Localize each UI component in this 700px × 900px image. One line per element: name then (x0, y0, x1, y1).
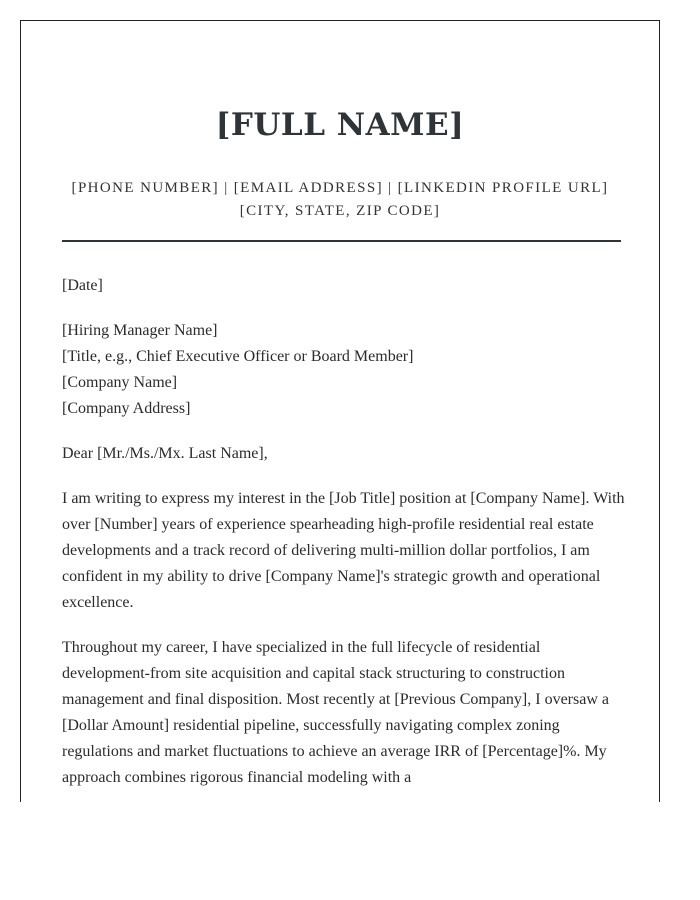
body-paragraph-2: Throughout my career, I have specialized in the full lifecycle of residential development-from site acquisition and capital stack structuring to construction management and final disposition. Most recently at [Previous Company], I oversaw a [Dollar Amount] residential pipeline, successfully navigating complex zoning regulations and market fluctuations to achieve an average IRR of [Percentage]%. My approach combines rigorous financial modeling with a (62, 639, 609, 786)
letter-page (20, 20, 660, 802)
letter-body (62, 273, 630, 802)
header-divider (62, 240, 621, 242)
contact-line-2: [CITY, STATE, ZIP CODE] (239, 203, 441, 219)
contact-info (21, 177, 659, 223)
recipient-address: [Company Address] (62, 400, 191, 417)
salutation: Dear [Mr./Ms./Mx. Last Name], (62, 445, 268, 462)
recipient-name: [Hiring Manager Name] (62, 322, 218, 339)
contact-line-1: [PHONE NUMBER] | [EMAIL ADDRESS] | [LINKEDIN PROFILE URL] (71, 180, 609, 196)
letter-date: [Date] (62, 277, 103, 294)
body-paragraph-1: I am writing to express my interest in the [Job Title] position at [Company Name]. With over [Number] years of experience spearheading high-profile residential real estate developments and a track record of delivering multi-million dollar portfolios, I am confident in my ability to drive [Company Name]'s strategic growth and operational excellence. (62, 490, 625, 611)
recipient-title: [Title, e.g., Chief Executive Officer or Board Member] (62, 348, 414, 365)
recipient-block (62, 318, 630, 422)
recipient-company: [Company Name] (62, 374, 178, 391)
full-name: [FULL NAME] (215, 107, 465, 143)
